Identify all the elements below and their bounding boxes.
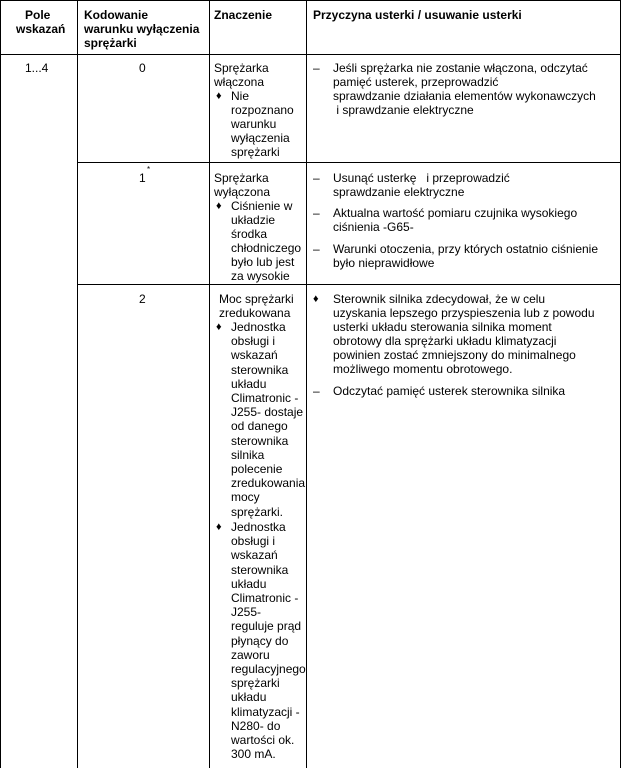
row1-bullet-2: układzie <box>231 213 276 227</box>
row2-bullet2-line-14: klimatyzacji - <box>231 704 300 719</box>
bullet-diamond-icon: ♦ <box>216 90 222 102</box>
row2-bullet2-line-8: reguluje prąd <box>231 619 302 634</box>
row1-cause1-1: Usunąć usterkę i przeprowadzić <box>333 171 510 185</box>
dash-icon: – <box>313 171 320 185</box>
row2-meaning-title-2: zredukowana <box>219 306 291 320</box>
row2-bullet1-line-5: układu <box>231 376 267 391</box>
row2-code: 2 <box>139 292 146 306</box>
header-coding-line1: Kodowanie <box>84 8 149 22</box>
row2-bullet2-line-4: sterownika <box>231 562 289 577</box>
bullet-diamond-icon: ♦ <box>313 293 319 305</box>
row2-bullet2-line-17: 300 mA. <box>231 747 276 762</box>
table-border-col1 <box>77 0 78 768</box>
row2-bullet2-line-16: wartości ok. <box>231 733 295 747</box>
row2-cause-bullet-line-2: uzyskania lepszego przyspieszenia lub z powodu <box>333 306 595 320</box>
row2-cause-bullet-line-4: obrotowy dla sprężarki układu klimatyzacji <box>333 334 557 348</box>
row2-bullet1-line-9: sterownika <box>231 433 289 448</box>
row1-meaning-title-2: wyłączona <box>214 185 271 199</box>
row2-bullet2-line-1: Jednostka <box>231 520 286 534</box>
row0-meaning-title-1: Sprężarka <box>214 61 269 75</box>
row2-bullet1-line-1: Jednostka <box>231 320 286 334</box>
row2-bullet1-line-10: silnika <box>231 447 265 462</box>
row2-bullet2-line-3: wskazań <box>231 548 278 563</box>
row2-bullet2-line-9: płynący do <box>231 633 289 648</box>
row2-bullet1-line-6: Climatronic - <box>231 391 299 405</box>
row2-bullet2-line-5: układu <box>231 576 267 591</box>
row2-cause-bullet-line-6: możliwego momentu obrotowego. <box>333 362 513 376</box>
row1-bullet-5: było lub jest <box>231 255 295 269</box>
row2-bullet1-line-3: wskazań <box>231 348 278 363</box>
row1-cause1-2: sprawdzanie elektryczne <box>333 185 465 199</box>
row1-bullet-3: środka <box>231 227 268 241</box>
row0-bullet-1: Nie <box>231 89 250 103</box>
dash-icon: – <box>313 242 320 256</box>
row-line-1 <box>77 162 621 163</box>
row2-cause-bullet-line-3: usterki układu sterowania silnika moment <box>333 320 552 334</box>
row2-bullet1-line-8: od danego <box>231 419 288 434</box>
row1-cause3-1: Warunki otoczenia, przy których ostatnio ciśnienie <box>333 242 599 256</box>
table-border-top <box>0 0 621 1</box>
row1-bullet-6: za wysokie <box>231 269 290 283</box>
row2-bullet2-line-2: obsługi i <box>231 534 276 549</box>
bullet-diamond-icon: ♦ <box>216 200 222 212</box>
dash-icon: – <box>313 384 320 398</box>
dash-icon: – <box>313 61 320 75</box>
header-coding-line2: warunku wyłączenia <box>84 22 200 36</box>
row2-bullet2-line-13: układu <box>231 690 267 705</box>
row2-bullet2-line-10: zaworu <box>231 647 270 662</box>
row1-bullet-1: Ciśnienie w <box>231 199 293 213</box>
row0-cause-4: i sprawdzanie elektryczne <box>333 103 474 117</box>
row2-bullet2-line-15: N280- do <box>231 718 281 733</box>
row0-bullet-3: warunku <box>231 117 277 131</box>
row0-meaning-title-2: włączona <box>214 75 265 89</box>
bullet-diamond-icon: ♦ <box>216 521 222 533</box>
row2-bullet2-line-12: sprężarki <box>231 676 280 691</box>
row2-cause-bullet-line-1: Sterownik silnika zdecydował, że w celu <box>333 292 546 306</box>
row2-bullet2-line-7: J255- <box>231 605 262 620</box>
row1-cause2-1: Aktualna wartość pomiaru czujnika wysokiego <box>333 206 578 220</box>
dash-icon: – <box>313 206 320 220</box>
row0-cause-2: pamięć usterek, przeprowadzić <box>333 75 499 89</box>
table-border-col3 <box>306 0 307 768</box>
row2-cause-bullet-line-5: powinien zostać zmniejszony do minimalnego <box>333 348 576 362</box>
row1-bullet-4: chłodniczego <box>231 241 302 255</box>
field-value: 1...4 <box>25 61 49 75</box>
row2-cause-item: Odczytać pamięć usterek sterownika silnika <box>333 384 566 398</box>
row2-bullet1-line-7: J255- dostaje <box>231 405 304 420</box>
row0-cause-1: Jeśli sprężarka nie zostanie włączona, odczytać <box>333 61 588 75</box>
row2-bullet2-line-6: Climatronic - <box>231 591 299 605</box>
row1-meaning-title-1: Sprężarka <box>214 171 269 185</box>
header-meaning: Znaczenie <box>214 8 273 22</box>
row1-code: 1 <box>139 171 146 185</box>
header-cause: Przyczyna usterki / usuwanie usterki <box>313 8 522 22</box>
row2-bullet1-line-4: sterownika <box>231 362 289 377</box>
row1-cause3-2: było nieprawidłowe <box>333 256 435 270</box>
header-bottom-line <box>0 54 621 55</box>
row2-bullet1-line-2: obsługi i <box>231 334 276 349</box>
header-coding-line3: sprężarki <box>84 36 137 50</box>
row-line-2 <box>77 284 621 285</box>
row2-meaning-title-1: Moc sprężarki <box>219 292 294 306</box>
table-border-left <box>0 0 1 768</box>
row0-bullet-5: sprężarki <box>231 145 280 159</box>
bullet-diamond-icon: ♦ <box>216 321 222 333</box>
row2-bullet1-line-12: zredukowania <box>231 476 306 491</box>
table-border-col2 <box>209 0 210 768</box>
row0-cause-3: sprawdzanie działania elementów wykonawczych <box>333 89 596 103</box>
header-field-line2: wskazań <box>16 22 66 36</box>
row2-bullet1-line-11: polecenie <box>231 462 283 476</box>
row0-bullet-2: rozpoznano <box>231 103 294 117</box>
row0-code: 0 <box>139 61 146 75</box>
row0-bullet-4: wyłączenia <box>231 131 290 145</box>
row2-bullet1-line-14: sprężarki. <box>231 504 284 519</box>
row1-code-superscript: * <box>147 165 151 174</box>
row1-cause2-2: ciśnienia -G65- <box>333 220 414 234</box>
row2-bullet1-line-13: mocy <box>231 490 260 505</box>
header-field-line1: Pole <box>25 8 51 22</box>
row2-bullet2-line-11: regulacyjnego <box>231 662 306 676</box>
